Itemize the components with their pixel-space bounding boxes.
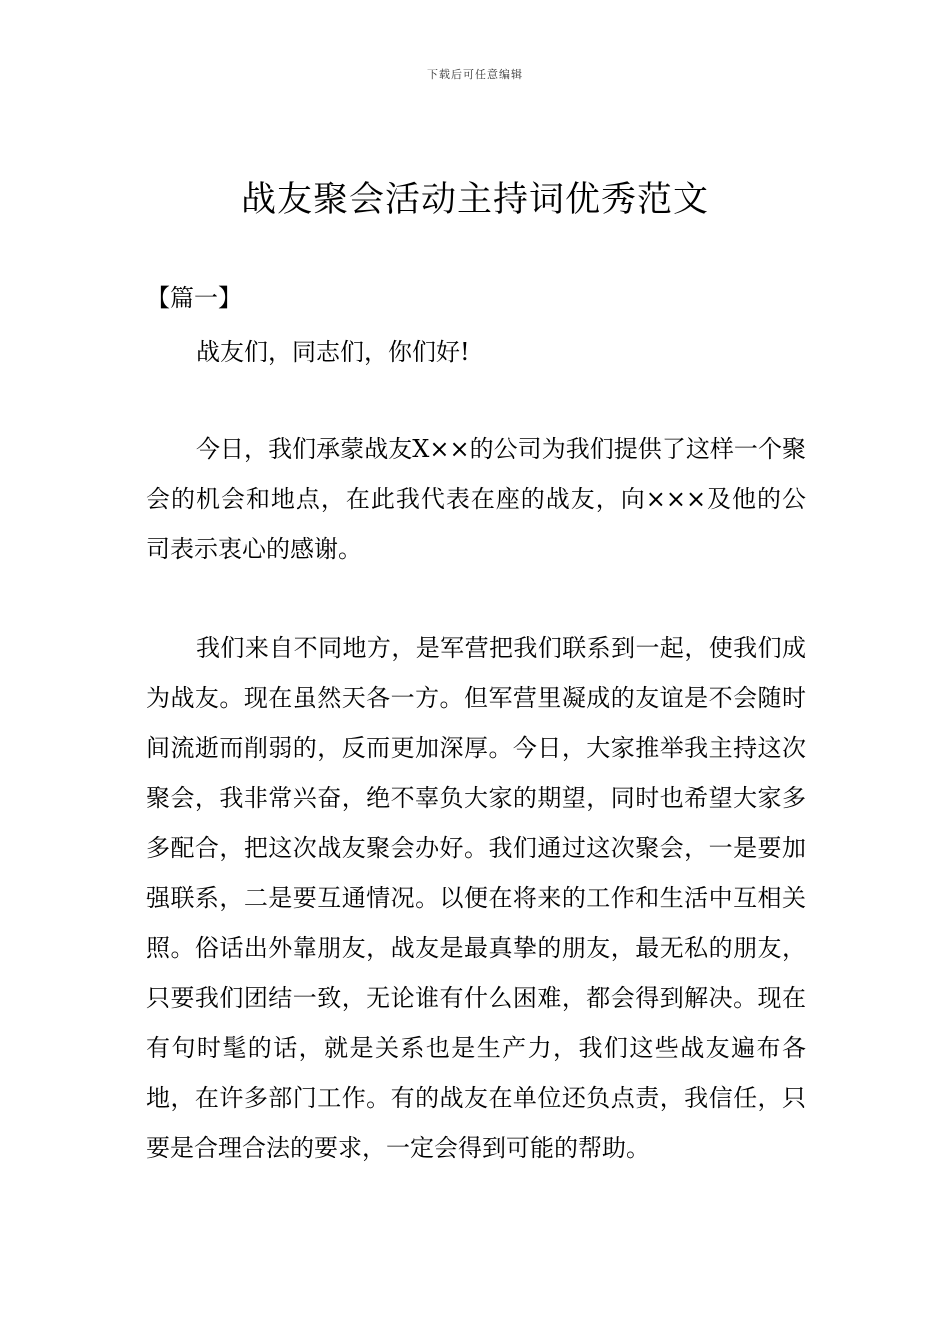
paragraph-greeting: 战友们，同志们，你们好!	[196, 338, 470, 366]
paragraph-body: 我们来自不同地方，是军营把我们联系到一起，使我们成为战友。现在虽然天各一方。但军营里凝成的友谊是不会随时间流逝而削弱的，反而更加深厚。今日，大家推举我主持这次聚会，我非常兴奋，绝不辜负大家的期望，同时也希望大家多多配合，把这次战友聚会办好。我们通过这次聚会，一是要加强联系，二是要互通情况。以便在将来的工作和生活中互相关照。俗话出外靠朋友，战友是最真挚的朋友，最无私的朋友，只要我们团结一致，无论谁有什么困难，都会得到解决。现在有句时髦的话，就是关系也是生产力，我们这些战友遍布各地，在许多部门工作。有的战友在单位还负点责，我信任，只要是合理合法的要求，一定会得到可能的帮助。	[146, 634, 806, 1162]
paragraph-thanks: 今日，我们承蒙战友X××的公司为我们提供了这样一个聚会的机会和地点，在此我代表在座的战友，向×××及他的公司表示衷心的感谢。	[146, 435, 806, 563]
document-title: 战友聚会活动主持词优秀范文	[240, 180, 709, 220]
section-label: 【篇一】	[146, 284, 242, 312]
header-note: 下载后可任意编辑	[427, 68, 523, 81]
